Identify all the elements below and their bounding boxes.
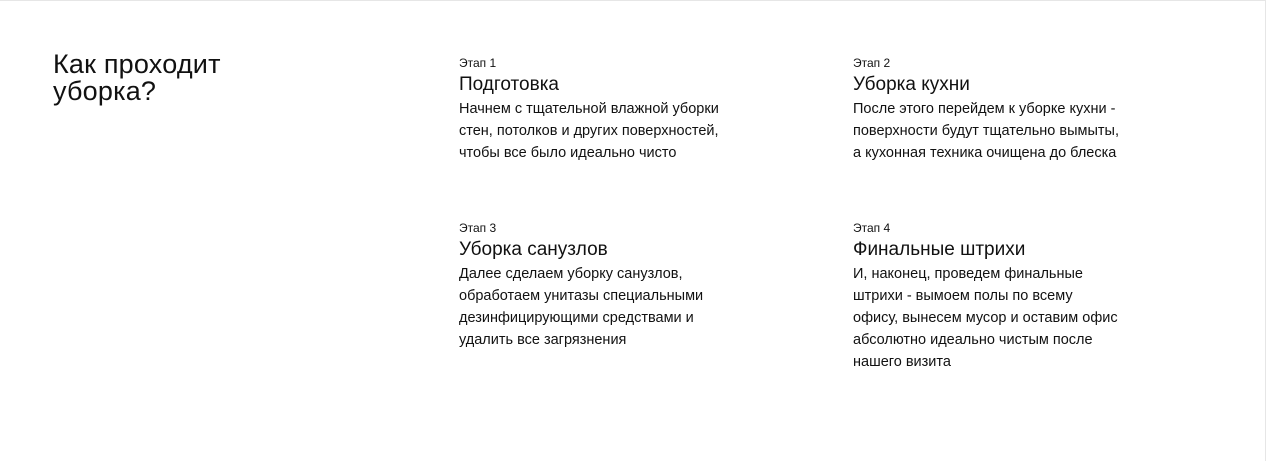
step-description-line: абсолютно идеально чистым после bbox=[853, 332, 1093, 348]
step-description-line: удалить все загрязнения bbox=[459, 332, 627, 348]
step-description-line: И, наконец, проведем финальные bbox=[853, 266, 1083, 282]
step-description-line: штрихи - вымоем полы по всему bbox=[853, 288, 1073, 304]
step-label: Этап 1 bbox=[459, 56, 497, 70]
step-description bbox=[459, 98, 759, 164]
step-card-4 bbox=[853, 221, 1153, 373]
step-description bbox=[459, 263, 759, 351]
step-description-line: Далее сделаем уборку санузлов, bbox=[459, 266, 683, 282]
step-title: Финальные штрихи bbox=[853, 239, 1026, 260]
step-label: Этап 4 bbox=[853, 221, 891, 235]
step-label: Этап 3 bbox=[459, 221, 497, 235]
step-description-line: дезинфицирующими средствами и bbox=[459, 310, 694, 326]
step-description bbox=[853, 98, 1153, 164]
step-description-line: стен, потолков и других поверхностей, bbox=[459, 123, 719, 139]
step-card-3 bbox=[459, 221, 759, 351]
step-label: Этап 2 bbox=[853, 56, 891, 70]
step-description-line: Начнем с тщательной влажной уборки bbox=[459, 101, 719, 117]
step-card-2 bbox=[853, 56, 1153, 164]
step-card-1 bbox=[459, 56, 759, 164]
step-description-line: нашего визита bbox=[853, 354, 951, 370]
step-description bbox=[853, 263, 1153, 373]
step-description-line: После этого перейдем к уборке кухни - bbox=[853, 101, 1116, 117]
step-description-line: чтобы все было идеально чисто bbox=[459, 145, 677, 161]
section-title bbox=[53, 51, 313, 105]
step-title: Подготовка bbox=[459, 74, 560, 95]
step-description-line: а кухонная техника очищена до блеска bbox=[853, 145, 1117, 161]
step-description-line: обработаем унитазы специальными bbox=[459, 288, 704, 304]
step-description-line: офису, вынесем мусор и оставим офис bbox=[853, 310, 1118, 326]
step-title: Уборка кухни bbox=[853, 74, 970, 95]
section-title-line: Как проходит bbox=[53, 49, 221, 79]
section-title-line: уборка? bbox=[53, 76, 157, 106]
step-title: Уборка санузлов bbox=[459, 239, 608, 260]
step-description-line: поверхности будут тщательно вымыты, bbox=[853, 123, 1119, 139]
